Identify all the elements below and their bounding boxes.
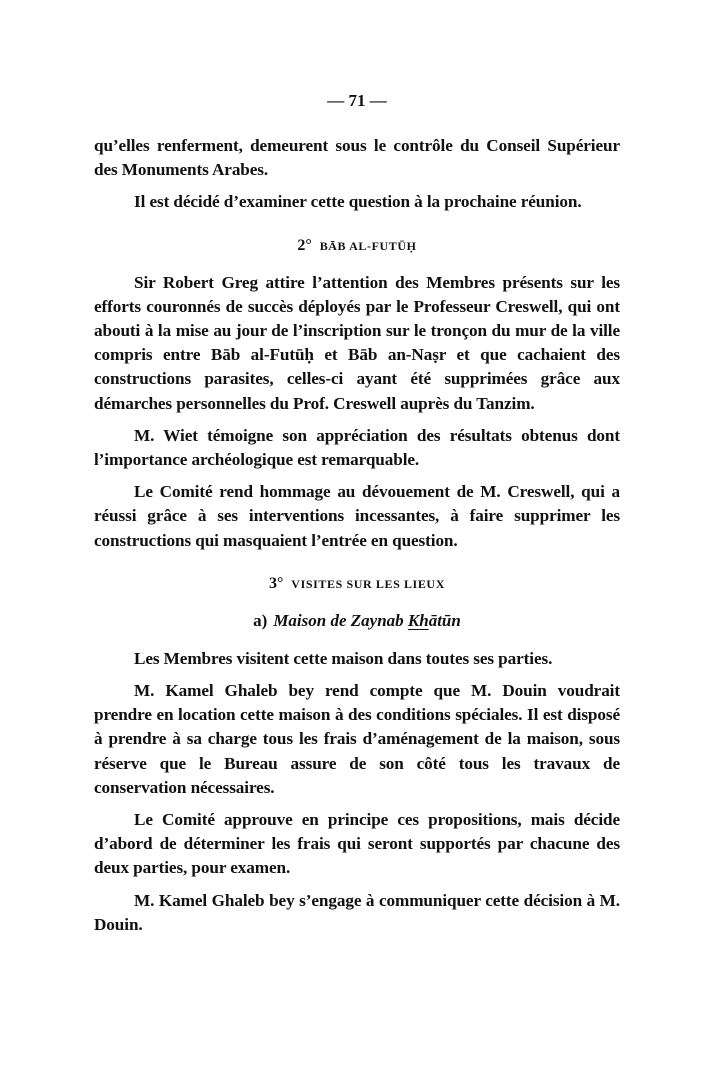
section-heading-bab-al-futuh — [94, 235, 620, 257]
subsection-title-underlined: Kh — [407, 610, 429, 630]
paragraph-ghaleb-engage: M. Kamel Ghaleb bey s’engage à communiquer cette décision à M. Douin. — [94, 890, 620, 934]
paragraph-greg: Sir Robert Greg attire l’attention des Membres présents sur les efforts couronnés de succès déployés par le Professeur Creswell, qui ont abouti à la mise au jour de l’inscription sur le tronçon du mur de la ville compris entre Bāb al-Futūḥ et Bāb an-Naṣr et que cachaient des constructions parasites, celles-ci ayant été supprimées grâce aux démarches personnelles du Prof. Creswell auprès du Tanzim. — [94, 272, 620, 413]
subsection-heading-maison-zaynab — [94, 609, 620, 633]
document-page — [94, 88, 620, 937]
section-number: 2° — [297, 236, 312, 254]
section-heading-visites — [94, 573, 620, 595]
paragraph-intro-1: qu’elles renferment, demeurent sous le contrôle du Conseil Supérieur des Monuments Arabes. — [94, 136, 620, 180]
subsection-letter: a) — [253, 610, 268, 630]
paragraph-intro-2: Il est décidé d’examiner cette question à la prochaine réunion. — [134, 192, 582, 212]
subsection-title: Maison de Zaynab — [273, 610, 408, 630]
paragraph-ghaleb-douin: M. Kamel Ghaleb bey rend compte que M. Douin voudrait prendre en location cette maison à des conditions spéciales. Il est disposé à prendre à sa charge tous les frais d’aménagement de la maison, sous réserve que le Bureau assure de son côté tous les travaux de conservation nécessaires. — [94, 681, 620, 797]
paragraph-comite-approuve: Le Comité approuve en principe ces propositions, mais décide d’abord de déterminer les frais qui seront supportés par chacune des deux parties, pour examen. — [94, 810, 620, 878]
paragraph-comite-hommage: Le Comité rend hommage au dévouement de M. Creswell, qui a réussi grâce à ses interventions incessantes, à faire supprimer les constructions qui masquaient l’entrée en question. — [94, 482, 620, 550]
page-number: — 71 — — [327, 91, 387, 110]
section-number: 3° — [269, 574, 284, 592]
section-title: BĀB AL-FUTŪḤ — [319, 238, 417, 253]
paragraph-visite: Les Membres visitent cette maison dans toutes ses parties. — [134, 648, 553, 668]
section-title: VISITES SUR LES LIEUX — [291, 576, 445, 591]
subsection-title-rest: ātūn — [428, 610, 461, 630]
paragraph-wiet: M. Wiet témoigne son appréciation des résultats obtenus dont l’importance archéologique est remarquable. — [94, 425, 620, 470]
